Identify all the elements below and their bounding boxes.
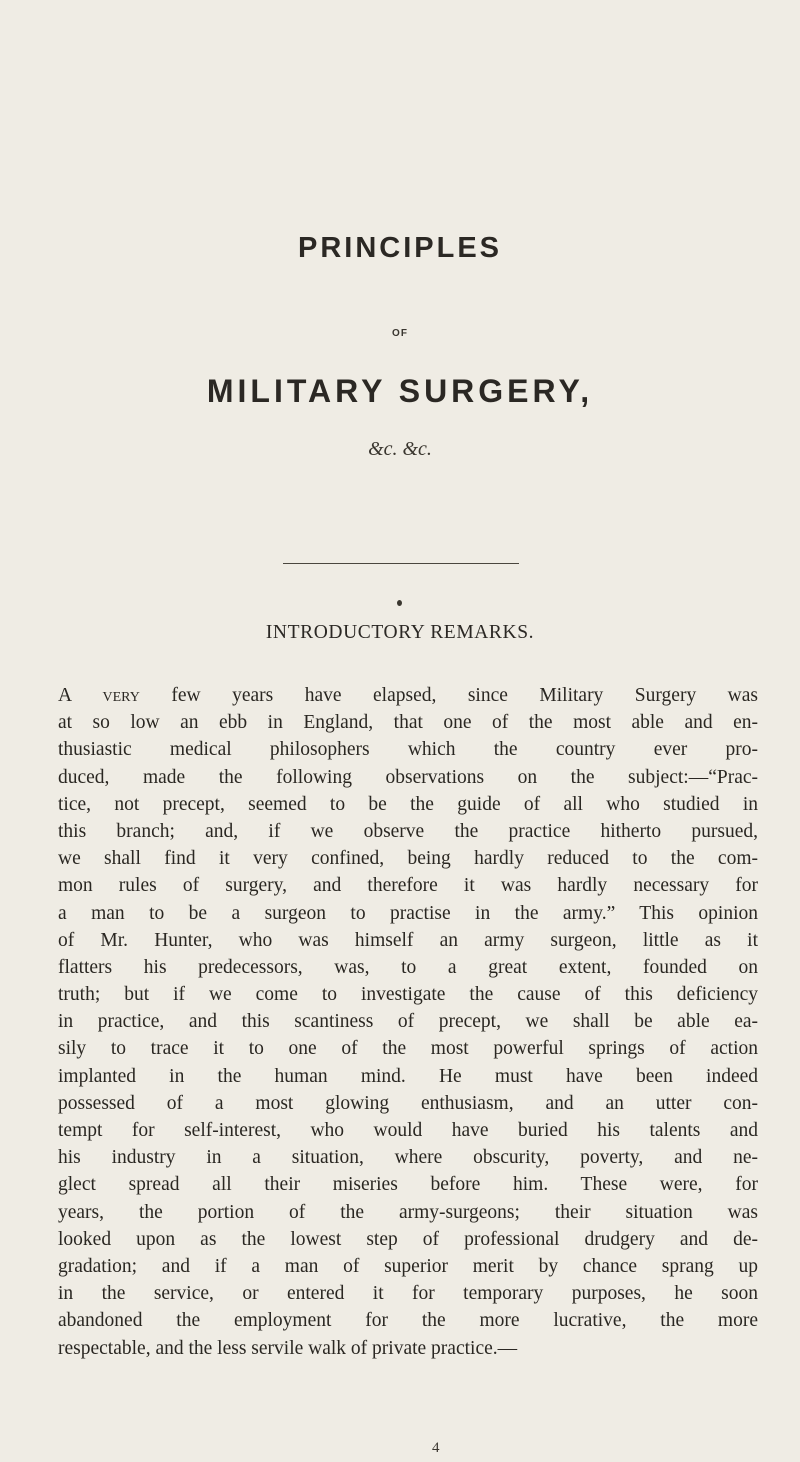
text-line — [58, 682, 758, 709]
text-line: of Mr. Hunter, who was himself an army surgeon, little as it — [58, 929, 758, 951]
text-line: abandoned the employment for the more lucrative, the more — [58, 1310, 758, 1332]
text-line: years, the portion of the army-surgeons; their situation was — [58, 1201, 758, 1223]
text-line: tempt for self-interest, who would have buried his talents and — [58, 1120, 758, 1141]
section-divider — [283, 563, 519, 564]
book-subject: MILITARY SURGERY, — [206, 373, 594, 409]
text-line: this branch; and, if we observe the practice hitherto pursued, — [58, 820, 758, 842]
text-line: in practice, and this scantiness of precept, we shall be able ea- — [58, 1011, 758, 1033]
text-line: implanted in the human mind. He must have been indeed — [58, 1065, 758, 1087]
text-line: his industry in a situation, where obscurity, poverty, and ne- — [58, 1147, 758, 1169]
title-of: OF — [392, 328, 408, 339]
text-line: flatters his predecessors, was, to a great extent, founded on — [58, 956, 758, 978]
text-line: possessed of a most glowing enthusiasm, and an utter con- — [58, 1092, 758, 1114]
text-line: glect spread all their miseries before him. These were, for — [58, 1174, 758, 1196]
text-line: duced, made the following observations on the subject:—“Prac- — [58, 766, 758, 788]
section-heading: INTRODUCTORY REMARKS. — [265, 622, 535, 643]
book-title: PRINCIPLES — [297, 232, 503, 264]
text-line: sily to trace it to one of the most powerful springs of action — [58, 1038, 758, 1060]
drop-cap: A — [58, 685, 72, 706]
text-line: respectable, and the less servile walk of private practice.— — [58, 1337, 518, 1359]
title-etc: &c. &c. — [368, 438, 432, 460]
text-line: truth; but if we come to investigate the cause of this deficiency — [58, 984, 758, 1006]
text-line: at so low an ebb in England, that one of the most able and en- — [58, 712, 758, 734]
page-folio: 4 — [432, 1440, 440, 1456]
text-line: gradation; and if a man of superior merit by chance sprang up — [58, 1255, 758, 1277]
ornament-dot — [397, 600, 402, 606]
text-line: mon rules of surgery, and therefore it was hardly necessary for — [58, 875, 758, 897]
text-line: in the service, or entered it for temporary purposes, he soon — [58, 1283, 758, 1305]
text-line: thusiastic medical philosophers which the country ever pro- — [58, 739, 758, 761]
text-line: tice, not precept, seemed to be the guide of all who studied in — [58, 793, 758, 815]
text-line: looked upon as the lowest step of professional drudgery and de- — [58, 1228, 758, 1250]
text-line: a man to be a surgeon to practise in the army.” This opinion — [58, 902, 758, 924]
drop-cap-word: very — [102, 685, 140, 706]
text-line-content: few years have elapsed, since Military Surgery was — [139, 685, 758, 706]
body-paragraph — [58, 682, 758, 1362]
text-line: we shall find it very confined, being hardly reduced to the com- — [58, 848, 758, 870]
